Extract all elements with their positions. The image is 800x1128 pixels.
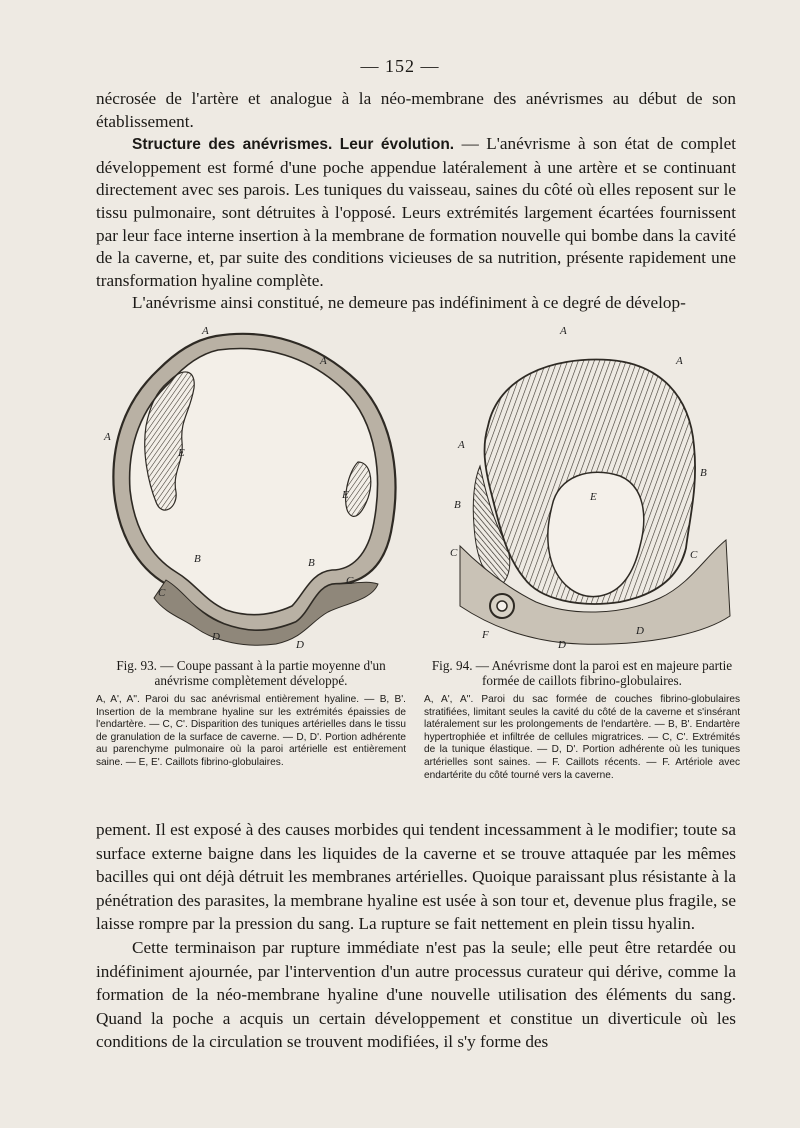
figure-93-caption-title: Fig. 93. — Coupe passant à la partie moyenne d'un anévrisme complètement développé.: [116, 658, 386, 688]
fig94-label-e: E: [590, 491, 597, 503]
figure-93: [96, 322, 406, 652]
arteriole-lumen: [497, 601, 507, 611]
fig93-label-d1: D: [296, 639, 304, 651]
page-number: — 152 —: [360, 56, 440, 76]
fig93-label-b1: B: [308, 557, 315, 569]
fig94-label-a1: A: [676, 355, 683, 367]
figure-93-caption-legend: A, A', A''. Paroi du sac anévrismal entièrement hyaline. — B, B'. Insertion de la membrane hyaline sur les extrémités épaissies de l'endartère. — C, C'. Disparition des tuniques artérielles dans le tissu de granulation de la surface de caverne. — D, D'. Portion adhérente au parenchyme pulmonaire où la paroi artérielle est entièrement saine. — E, E'. Caillots fibrino-globulaires.: [96, 694, 406, 768]
fig93-label-e1: E: [342, 489, 349, 501]
paragraph-structure-body: — L'anévrisme à son état de complet développement est formé d'une poche appendue latéralement à une artère et se continuant directement avec ses parois. Les tuniques du vaisseau, saines du côté où elles reposent sur le tissu pulmonaire, sont détruites à l'opposé. Leurs extrémités largement écartées fournissent par leur face interne insertion à la membrane de formation nouvelle qui bombe dans la cavité de la caverne, et, par suite des conditions vicieuses de sa nutrition, présente rapidement une transformation hyaline complète.: [96, 134, 736, 290]
fig94-label-d: D: [558, 639, 566, 651]
fig93-label-e: E: [178, 447, 185, 459]
fig93-label-c: C: [158, 587, 166, 599]
fig93-label-a: A: [202, 325, 209, 337]
fig94-label-b: B: [454, 499, 461, 511]
paragraph-continuation: nécrosée de l'artère et analogue à la néo-membrane des anévrismes au début de son établissement.: [96, 89, 736, 131]
figure-93-illustration: [96, 322, 406, 652]
fig94-label-c1: C: [690, 549, 698, 561]
figure-94-caption: [424, 658, 740, 782]
fig93-label-d: D: [212, 631, 220, 643]
top-text-block: [96, 88, 736, 315]
fig94-label-a: A: [560, 325, 567, 337]
section-heading: Structure des anévrismes. Leur évolution.: [132, 136, 455, 154]
fig93-label-c1: C: [346, 575, 354, 587]
paragraph-development: L'anévrisme ainsi constitué, ne demeure pas indéfiniment à ce degré de dévelop-: [132, 293, 686, 313]
figure-94-illustration: [440, 316, 740, 652]
fig94-label-d1: D: [636, 625, 644, 637]
paragraph-development-cont: pement. Il est exposé à des causes morbides qui tendent incessamment à le modifier; toute sa surface externe baigne dans les liquides de la caverne et se trouve attaquée par les mêmes bacilles qui ont déjà détruit les membranes artérielles. Quoique paraissant plus résistante à la pénétration des parasites, la membrane hyaline est usée à son tour et, devenue plus fragile, se laisse rompre par la pression du sang. La rupture se fait nettement en plein tissu hyalin.: [96, 820, 736, 934]
bottom-text-block: [96, 818, 736, 1054]
fig94-label-c: C: [450, 547, 458, 559]
paragraph-structure: [96, 133, 736, 292]
figure-94-caption-legend: A, A', A''. Paroi du sac formée de couches fibrino-globulaires stratifiées, limitant seules la cavité du côté de la caverne et s'insérant latéralement sur les prolongements de l'endartère. — B, B'. Endartère hypertrophiée et infiltrée de cellules migratrices. — C, C'. Extrémités de la tunique élastique. — D, D'. Portion adhérente où les tuniques artérielles sont saines. — F. Caillots récents. — F. Artériole avec endartérite du côté tourné vers la caverne.: [424, 694, 740, 781]
figure-94: [440, 316, 740, 652]
fig93-label-a1: A: [320, 355, 327, 367]
fig93-label-b: B: [194, 553, 201, 565]
fig94-label-a2: A: [458, 439, 465, 451]
fig94-label-f: F: [482, 629, 489, 641]
paragraph-rupture: Cette terminaison par rupture immédiate n'est pas la seule; elle peut être retardée ou indéfiniment ajournée, par l'intervention d'un autre processus curateur qui dérive, comme la formation de la néo-membrane hyaline d'une nouvelle utilisation des éléments du sang. Quand la poche a acquis un certain développement et constitue un diverticule où les conditions de la circulation se trouvent modifiées, il s'y forme des: [96, 937, 736, 1052]
fig94-label-b1: B: [700, 467, 707, 479]
figure-93-caption: [96, 658, 406, 770]
fig93-label-a2: A: [104, 431, 111, 443]
figure-94-caption-title: Fig. 94. — Anévrisme dont la paroi est en majeure partie formée de caillots fibrino-globulaires.: [431, 658, 733, 688]
